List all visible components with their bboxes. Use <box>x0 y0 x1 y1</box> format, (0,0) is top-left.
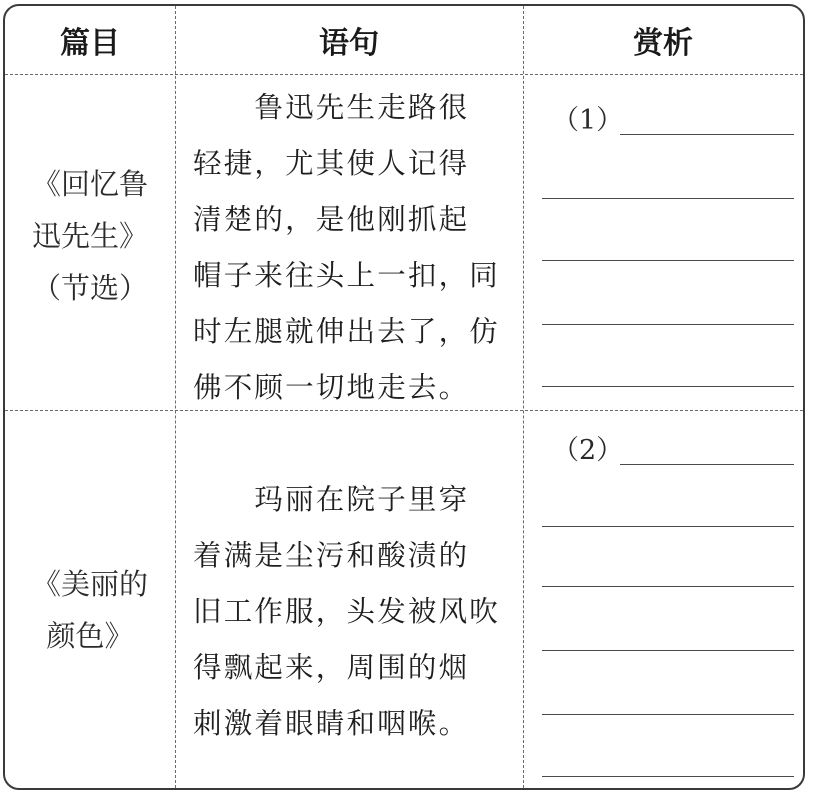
title-line: 《回忆鲁 <box>31 167 148 201</box>
sentence-line: 玛丽在院子里穿 <box>193 483 470 516</box>
sentence-line: 佛不顾一切地走去。 <box>193 371 470 404</box>
row-1-title <box>5 146 175 326</box>
answer-blank-line[interactable] <box>620 464 794 465</box>
row-1-sentence <box>193 80 515 416</box>
column-divider-1 <box>175 6 176 788</box>
analysis-table <box>3 4 805 790</box>
answer-label: （2） <box>552 435 624 466</box>
header-title-column: 篇目 <box>60 26 120 61</box>
answer-blank-line[interactable] <box>542 324 794 325</box>
sentence-line: 清楚的，是他刚抓起 <box>193 203 470 236</box>
header-sentence-column: 语句 <box>319 26 379 61</box>
sentence-line: 轻捷，尤其使人记得 <box>193 147 470 180</box>
sentence-line: 刺激着眼睛和咽喉。 <box>193 707 470 740</box>
sentence-line: 着满是尘污和酸渍的 <box>193 539 470 572</box>
header-divider <box>5 74 803 75</box>
answer-blank-line[interactable] <box>542 776 794 777</box>
sentence-line: 时左腿就伸出去了，仿 <box>193 315 501 348</box>
sentence-line: 得飘起来，周围的烟 <box>193 651 470 684</box>
answer-blank-line[interactable] <box>620 134 794 135</box>
answer-blank-line[interactable] <box>542 386 794 387</box>
title-line: 颜色》 <box>46 619 134 653</box>
column-divider-2 <box>523 6 524 788</box>
answer-blank-line[interactable] <box>542 260 794 261</box>
header-analysis-column: 赏析 <box>633 26 693 61</box>
sentence-line: 旧工作服，头发被风吹 <box>193 595 501 628</box>
answer-blank-line[interactable] <box>542 198 794 199</box>
answer-blank-line[interactable] <box>542 586 794 587</box>
sentence-line: 鲁迅先生走路很 <box>193 91 470 124</box>
row-2-sentence <box>193 472 515 752</box>
answer-blank-line[interactable] <box>542 714 794 715</box>
title-line: 迅先生》 <box>31 219 148 253</box>
answer-blank-line[interactable] <box>542 650 794 651</box>
row-2-title <box>5 550 175 670</box>
title-line: 《美丽的 <box>31 567 148 601</box>
answer-blank-line[interactable] <box>542 526 794 527</box>
sentence-line: 帽子来往头上一扣，同 <box>193 259 501 292</box>
answer-label: （1） <box>552 105 624 136</box>
title-line: （节选） <box>31 271 148 305</box>
